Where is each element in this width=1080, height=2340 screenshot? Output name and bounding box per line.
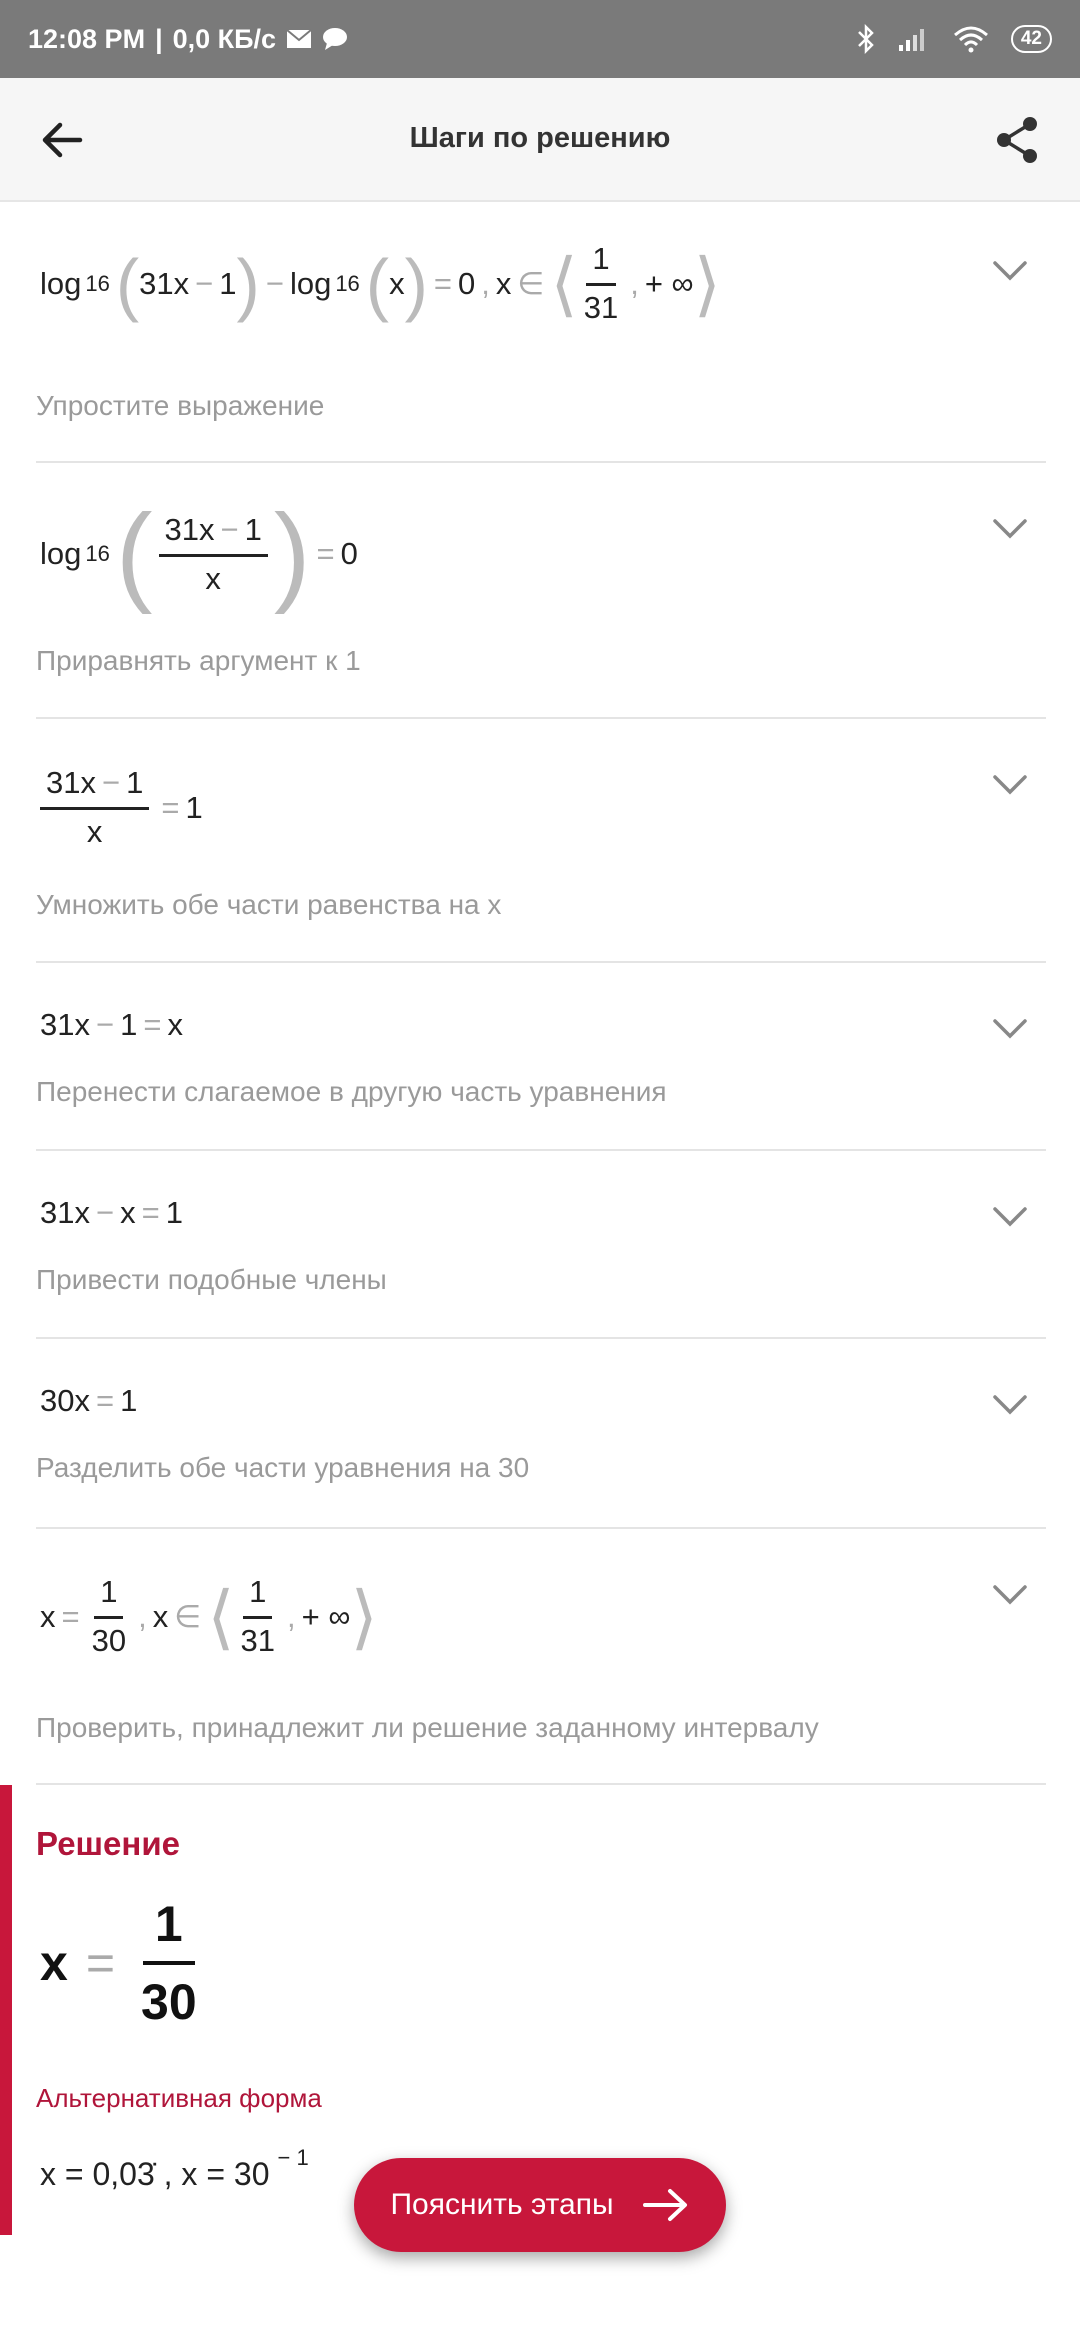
arrow-right-icon: [642, 2187, 690, 2223]
alternative-form-equation: x = 0,03̇ , x = 30 $^{- 1}$: [40, 2145, 309, 2192]
mail-icon: [286, 29, 312, 49]
chevron-down-icon[interactable]: [992, 260, 1028, 282]
chevron-down-icon[interactable]: [992, 1394, 1028, 1416]
page-title: Шаги по решению: [409, 122, 671, 154]
step-item[interactable]: [36, 963, 1046, 1151]
step-item[interactable]: [36, 463, 1046, 719]
wifi-icon: [953, 25, 989, 53]
signal-icon: [897, 25, 931, 53]
chat-icon: [322, 27, 348, 51]
chevron-down-icon[interactable]: [992, 1584, 1028, 1606]
chevron-down-icon[interactable]: [992, 518, 1028, 540]
chevron-down-icon[interactable]: [992, 1206, 1028, 1228]
step-item[interactable]: [36, 1529, 1046, 1785]
step-equation: 30x = 1: [40, 1383, 138, 1418]
battery-indicator: 42: [1011, 25, 1052, 53]
solution-title: Решение: [36, 1825, 180, 1862]
fraction: $\frac{1}{30}$: [91, 1574, 127, 1658]
fraction: $\frac{31x - 1}{x}$: [159, 512, 268, 597]
chevron-down-icon[interactable]: [992, 774, 1028, 796]
step-description: Упростите выражение: [36, 390, 325, 421]
step-equation: log 16 ( 31x − 1 ) − log 16 ( x ) = 0 , x ∈ ⟨ $\frac{1}{31}$ , + ∞ ⟩: [40, 241, 721, 325]
fraction: $\frac{1}{31}$: [240, 1574, 276, 1658]
step-description: Проверить, принадлежит ли решение заданному интервалу: [36, 1712, 819, 1743]
step-equation: log 16 ( $\frac{31x - 1}{x}$ ) = 0: [40, 492, 358, 615]
app-bar: [0, 78, 1080, 202]
network-speed: 0,0 КБ/с: [172, 23, 277, 54]
bluetooth-icon: [857, 24, 875, 54]
fraction: $\frac{1}{31}$: [583, 241, 619, 325]
step-item[interactable]: [36, 205, 1046, 463]
step-description: Умножить обе части равенства на x: [36, 889, 502, 920]
chevron-down-icon[interactable]: [992, 1018, 1028, 1040]
step-item[interactable]: [36, 1339, 1046, 1529]
alternative-form-title: Альтернативная форма: [36, 2083, 322, 2113]
steps-list: [36, 205, 1046, 1785]
step-description: Разделить обе части уравнения на 30: [36, 1452, 530, 1483]
step-equation: x = $\frac{1}{30}$ , x ∈ ⟨ $\frac{1}{31}$ , + ∞ ⟩: [40, 1574, 378, 1658]
share-icon[interactable]: [992, 114, 1044, 166]
step-equation: $\frac{31x - 1}{x}$ = 1: [40, 765, 203, 850]
explain-steps-label: Пояснить этапы: [390, 2188, 614, 2221]
fraction: $\frac{31x - 1}{x}$: [40, 765, 149, 850]
explain-steps-button[interactable]: [354, 2158, 726, 2252]
step-description: Приравнять аргумент к 1: [36, 645, 361, 676]
step-item[interactable]: [36, 1151, 1046, 1339]
solution-equation: x = $\frac{1}{30}$: [40, 1896, 197, 2030]
step-description: Перенести слагаемое в другую часть уравнения: [36, 1076, 667, 1107]
accent-bar: [0, 1785, 12, 2235]
fraction: $\frac{1}{30}$: [141, 1896, 197, 2030]
step-item[interactable]: [36, 719, 1046, 963]
step-equation: 31x − x = 1: [40, 1195, 183, 1230]
status-bar: 12:08 PM | 0,0 КБ/с 42: [0, 0, 1080, 78]
step-description: Привести подобные члены: [36, 1264, 387, 1295]
step-equation: 31x − 1 = x: [40, 1007, 183, 1042]
status-time: 12:08 PM: [28, 23, 146, 54]
